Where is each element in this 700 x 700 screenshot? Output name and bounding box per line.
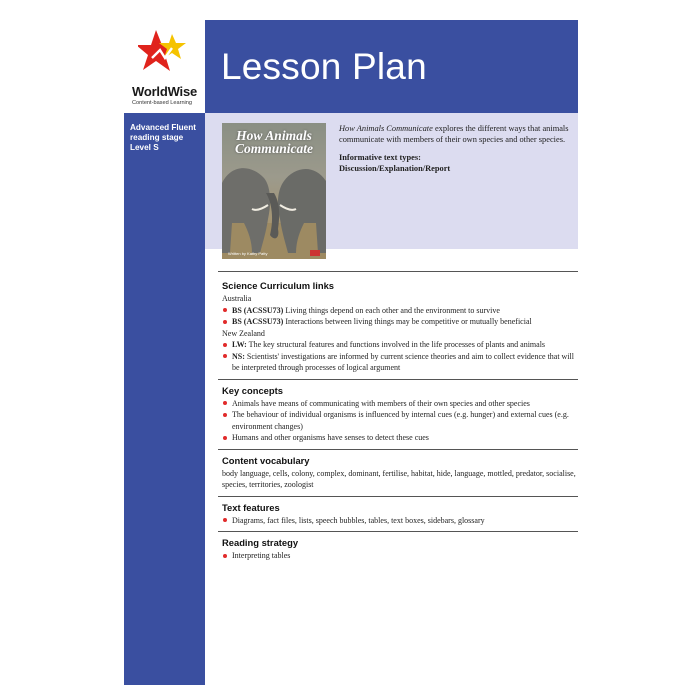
key-concepts-section <box>218 379 578 449</box>
text-features-section <box>218 496 578 532</box>
reading-strategy-section <box>218 531 578 567</box>
section-heading: Content vocabulary <box>222 454 310 466</box>
cover-author: Written by Kathy Patty <box>228 251 268 256</box>
vocabulary-list: body language, cells, colony, complex, dominant, fertilise, habitat, hide, language, mottled, predator, socialise, species, territories, zoologist <box>222 468 576 489</box>
bullet-icon <box>223 354 227 358</box>
book-summary-panel <box>205 113 578 256</box>
summary-book-title: How Animals Communicate <box>339 124 433 133</box>
publisher-mark-icon <box>310 250 320 256</box>
bullet-icon <box>223 554 227 558</box>
lesson-content <box>218 271 578 567</box>
text-types-label: Informative text types: <box>339 152 421 162</box>
list-item: Humans and other organisms have senses to detect these cues <box>222 432 578 444</box>
list-item: Interpreting tables <box>222 550 578 562</box>
list-item: NS: Scientists' investigations are informed by current science theories and aim to collect evidence that will be interpreted through processes of logical argument <box>222 351 578 374</box>
book-description <box>339 123 571 174</box>
list-item: BS (ACSSU73) Living things depend on each other and the environment to survive <box>222 305 578 317</box>
list-item: LW: The key structural features and functions involved in the life processes of plants and animals <box>222 339 578 351</box>
bullet-icon <box>223 518 227 522</box>
list-item: The behaviour of individual organisms is influenced by internal cues (e.g. hunger) and external cues (e.g. environment changes) <box>222 409 578 432</box>
list-item: Animals have means of communicating with members of their own species and other species <box>222 398 578 410</box>
new-zealand-label: New Zealand <box>222 328 265 338</box>
header-banner <box>205 20 578 113</box>
text-types-value: Discussion/Explanation/Report <box>339 163 451 173</box>
summary-body: explores the different ways that animals communicate with members of their own species and other species. <box>339 124 569 145</box>
australia-label: Australia <box>222 294 252 303</box>
cover-title: How Animals Communicate <box>234 128 313 156</box>
science-curriculum-section <box>218 271 578 379</box>
bullet-icon <box>223 413 227 417</box>
section-heading: Text features <box>222 501 280 513</box>
page-title: Lesson Plan <box>221 46 427 87</box>
bullet-icon <box>223 308 227 312</box>
bullet-icon <box>223 401 227 405</box>
section-heading: Reading strategy <box>222 537 299 548</box>
worldwise-logo <box>128 28 200 106</box>
book-cover <box>222 123 326 259</box>
bullet-icon <box>223 343 227 347</box>
section-heading: Science Curriculum links <box>222 280 335 291</box>
brand-name: WorldWise <box>132 84 198 99</box>
sidebar <box>124 113 205 685</box>
star-logo-icon <box>138 28 190 84</box>
list-item: Diagrams, fact files, lists, speech bubbles, tables, text boxes, sidebars, glossary <box>222 515 578 527</box>
list-item: BS (ACSSU73) Interactions between living things may be competitive or mutually beneficial <box>222 316 578 328</box>
content-vocabulary-section <box>218 449 578 496</box>
bullet-icon <box>223 320 227 324</box>
reading-level: Level S <box>130 143 159 152</box>
reading-stage: Advanced Fluent reading stage <box>130 123 196 142</box>
bullet-icon <box>223 436 227 440</box>
section-heading: Key concepts <box>222 384 283 396</box>
brand-tagline: Content-based Learning <box>132 100 193 106</box>
